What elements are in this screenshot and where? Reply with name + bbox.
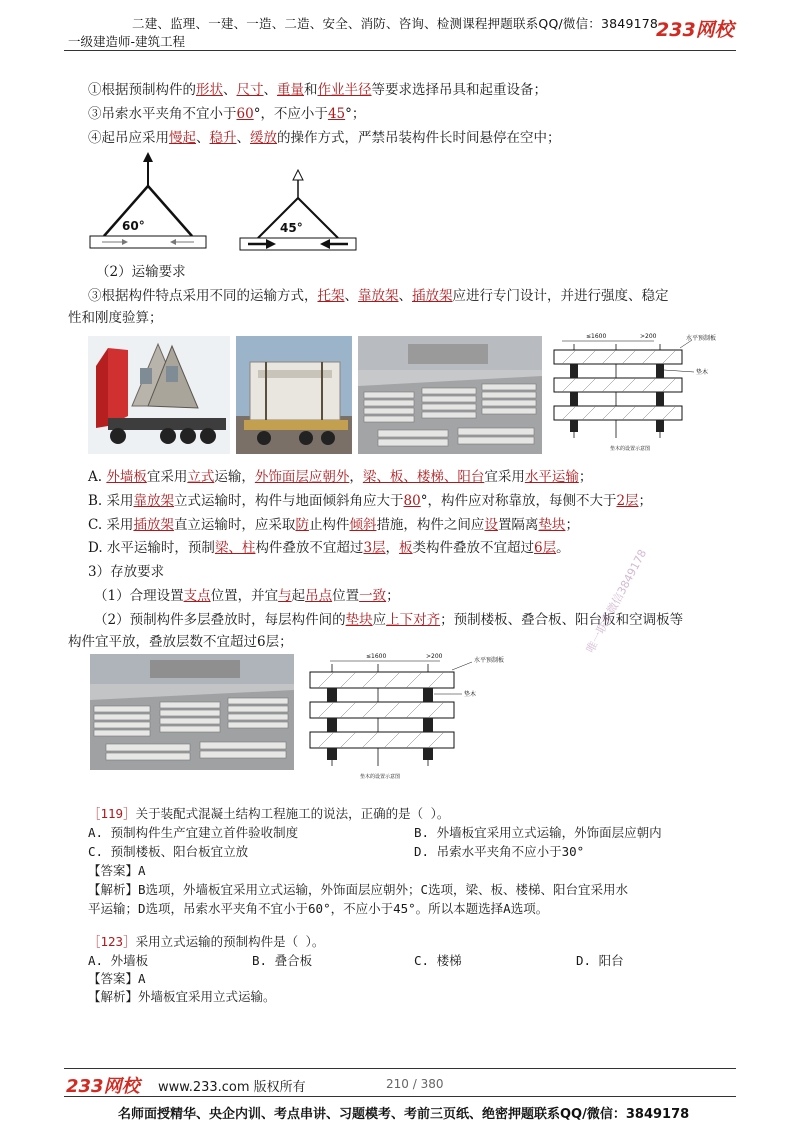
shim-diagram-1 xyxy=(552,330,732,452)
question-119-option-c: C. 预制楼板、阳台板宜立放 xyxy=(88,844,249,859)
footer-promo: 名师面授精华、央企内训、考点串讲、习题模考、考前三页纸、绝密押题联系QQ/微信：3849178 xyxy=(118,1107,690,1122)
question-123-stem: ［123］采用立式运输的预制构件是（ ）。 xyxy=(88,934,325,949)
footer-divider xyxy=(64,1068,736,1069)
diagram-caption: 垫木的设置示意图 xyxy=(360,774,401,780)
truck-a-frame-photo xyxy=(88,336,230,454)
question-123-option-c: C. 楼梯 xyxy=(414,953,462,968)
truck-rack-photo xyxy=(236,336,352,454)
transport-item-b: B. 采用靠放架立式运输时，构件与地面倾斜角应大于80°，构件应对称靠放，每侧不大于2层； xyxy=(88,493,653,509)
footer-divider-2 xyxy=(64,1096,736,1097)
dim-label: ≤1600 xyxy=(586,333,607,340)
hoist-line-2: ③吊索水平夹角不宜小于60°，不应小于45°； xyxy=(88,106,366,122)
question-119-analysis-2: 平运输；D选项，吊索水平夹角不宜小于60°，不应小于45°。所以本题选择A选项。 xyxy=(88,901,549,916)
shim-diagram-2 xyxy=(306,650,505,780)
board-label: 水平预制板 xyxy=(474,657,505,664)
question-119-option-d: D. 吊索水平夹角不应小于30° xyxy=(414,844,585,859)
header-divider xyxy=(64,50,736,51)
question-119-analysis-1: 【解析】B选项，外墙板宜采用立式运输，外饰面层应朝外；C选项，梁、板、楼梯、阳台宜采用水 xyxy=(88,882,629,897)
transport-heading: （2）运输要求 xyxy=(96,264,186,280)
transport-line-2: 性和刚度验算； xyxy=(68,310,163,326)
stacked-slabs-photo-2 xyxy=(90,654,294,770)
lifting-angle-diagram xyxy=(88,150,368,262)
shim-label: 垫木 xyxy=(696,369,709,376)
storage-line-3: 构件宜平放，叠放层数不宜超过6层； xyxy=(68,634,293,650)
svg-text:233网校: 233网校 xyxy=(656,19,734,41)
storage-line-2: （2）预制构件多层叠放时，每层构件间的垫块应上下对齐；预制楼板、叠合板、阳台板和空调板等 xyxy=(94,612,684,628)
question-119-option-b: B. 外墙板宜采用立式运输，外饰面层应朝内 xyxy=(414,825,662,840)
document-title: 一级建造师-建筑工程 xyxy=(68,34,186,49)
question-119-answer: 【答案】A xyxy=(88,863,146,878)
lifting-45-diagram xyxy=(240,170,356,250)
dim-label: >200 xyxy=(426,653,443,660)
transport-item-d: D. 水平运输时，预制梁、柱构件叠放不宜超过3层，板类构件叠放不宜超过6层。 xyxy=(88,540,570,556)
transport-line-1: ③根据构件特点采用不同的运输方式，托架、靠放架、插放架应进行专门设计，并进行强度、稳定 xyxy=(88,288,669,304)
angle-60-label: 60° xyxy=(122,219,145,233)
question-119-stem: ［119］关于装配式混凝土结构工程施工的说法，正确的是（ ）。 xyxy=(88,806,450,821)
diagram-caption: 垫木的设置示意图 xyxy=(610,446,651,452)
page-number: 210 / 380 xyxy=(386,1077,444,1091)
question-119-option-a: A. 预制构件生产宜建立首件验收制度 xyxy=(88,825,299,840)
shim-label: 垫木 xyxy=(464,691,477,698)
board-label: 水平预制板 xyxy=(686,335,717,342)
footer-logo[interactable] xyxy=(66,1073,148,1097)
question-123-answer: 【答案】A xyxy=(88,971,146,986)
stacked-slabs-photo-1 xyxy=(358,336,542,454)
brand-logo[interactable] xyxy=(654,14,734,44)
transport-item-c: C. 采用插放架直立运输时，应采取防止构件倾斜措施，构件之间应设置隔离垫块； xyxy=(88,517,579,533)
question-123-option-a: A. 外墙板 xyxy=(88,953,149,968)
footer-copyright[interactable]: www.233.com 版权所有 xyxy=(158,1080,306,1095)
storage-line-1: （1）合理设置支点位置，并宜与起吊点位置一致； xyxy=(94,588,400,604)
storage-heading: 3）存放要求 xyxy=(88,564,165,580)
dim-label: >200 xyxy=(640,333,657,340)
question-123-analysis: 【解析】外墙板宜采用立式运输。 xyxy=(88,989,276,1004)
lifting-60-diagram xyxy=(90,152,206,248)
dim-label: ≤1600 xyxy=(366,653,387,660)
hoist-line-3: ④起吊应采用慢起、稳升、缓放的操作方式，严禁吊装构件长时间悬停在空中； xyxy=(88,130,561,146)
angle-45-label: 45° xyxy=(280,221,303,235)
svg-text:233网校: 233网校 xyxy=(66,1076,140,1097)
question-123-option-d: D. 阳台 xyxy=(576,953,624,968)
transport-item-a: A. 外墙板宜采用立式运输，外饰面层应朝外，梁、板、楼梯、阳台宜采用水平运输； xyxy=(88,469,593,485)
header-ad-line: 二建、监理、一建、一造、二造、安全、消防、咨询、检测课程押题联系QQ/微信：3849178 xyxy=(132,16,659,31)
question-123-option-b: B. 叠合板 xyxy=(252,953,313,968)
hoist-line-1: ①根据预制构件的形状、尺寸、重量和作业半径等要求选择吊具和起重设备； xyxy=(88,82,547,98)
watermark: 唯一联系微信3849178 xyxy=(583,547,650,656)
